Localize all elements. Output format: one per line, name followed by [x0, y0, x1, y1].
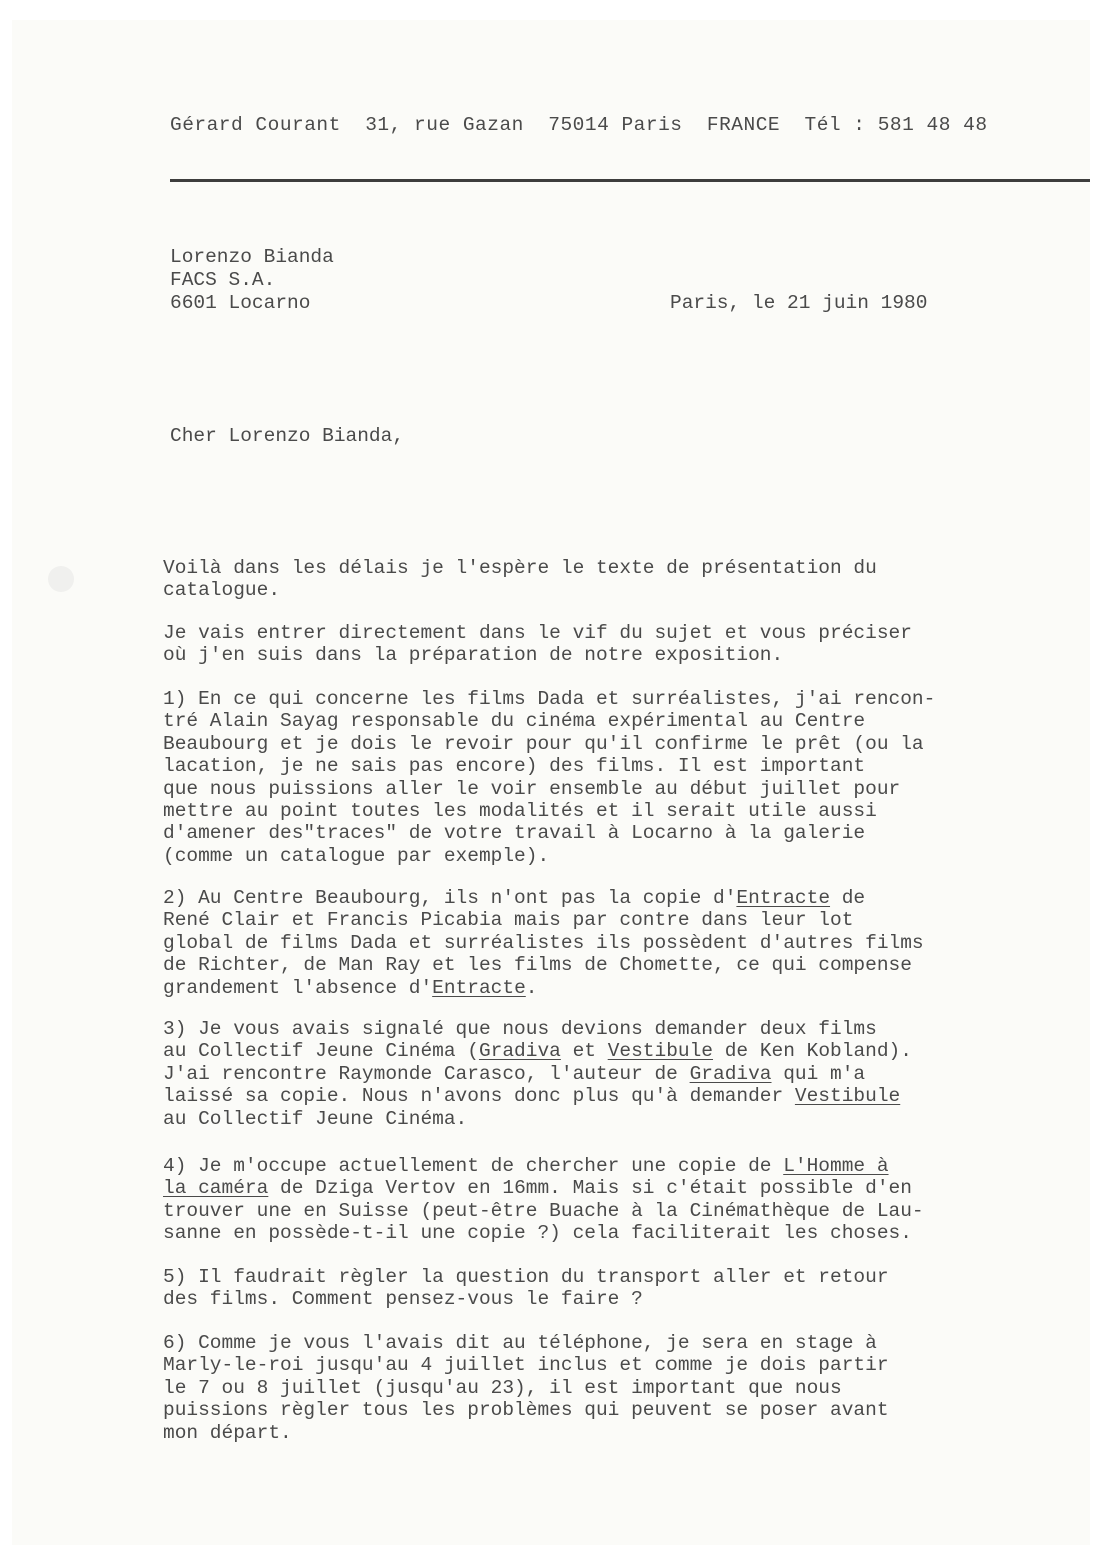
letter-date: Paris, le 21 juin 1980	[670, 292, 928, 314]
item-3-collectif	[163, 1018, 1063, 1130]
text-line: (comme un catalogue par exemple).	[163, 844, 550, 867]
film-title-entracte: Entracte	[736, 887, 831, 909]
text-line: Beaubourg et je dois le revoir pour qu'il confirme le prêt (ou la	[163, 732, 924, 755]
text-line: Je vais entrer directement dans le vif du sujet et vous préciser	[163, 622, 912, 644]
text-line: 3) Je vous avais signalé que nous devions demander deux films	[163, 1018, 877, 1040]
text-segment: de Ken Kobland).	[713, 1040, 912, 1063]
text-line: trouver une en Suisse (peut-être Buache à la Cinémathèque de Lau-	[163, 1199, 924, 1222]
film-title-homme-camera: la caméra	[163, 1177, 269, 1200]
item-6-schedule	[163, 1332, 1063, 1444]
text-segment: au Collectif Jeune Cinéma (	[163, 1040, 479, 1063]
text-segment: 4) Je m'occupe actuellement de chercher une copie de	[163, 1155, 784, 1177]
text-line: 5) Il faudrait règler la question du transport aller et retour	[163, 1266, 889, 1288]
text-line	[163, 1155, 1063, 1177]
film-title-vestibule: Vestibule	[607, 1040, 714, 1063]
text-line: puissions règler tous les problèmes qui peuvent se poser avant	[163, 1399, 889, 1422]
text-segment: qui m'a	[771, 1062, 866, 1085]
film-title-gradiva: Gradiva	[689, 1062, 772, 1085]
text-line: Voilà dans les délais je l'espère le texte de présentation du	[163, 557, 877, 579]
recipient-address	[170, 246, 334, 315]
item-2-beaubourg	[163, 887, 1063, 999]
item-5-transport	[163, 1266, 1063, 1311]
text-line: au Collectif Jeune Cinéma.	[163, 1107, 468, 1130]
text-line: mon départ.	[163, 1421, 292, 1444]
text-line: où j'en suis dans la préparation de notre exposition.	[163, 644, 784, 667]
text-line: lacation, je ne sais pas encore) des films. Il est important	[163, 755, 866, 778]
status-paragraph	[163, 622, 1063, 667]
text-line: d'amener des"traces" de votre travail à Locarno à la galerie	[163, 822, 866, 845]
text-line	[163, 1177, 1063, 1199]
text-line	[163, 1040, 1063, 1062]
salutation: Cher Lorenzo Bianda,	[170, 425, 405, 447]
film-title-entracte: Entracte	[432, 976, 526, 999]
text-line: René Clair et Francis Picabia mais par contre dans leur lot	[163, 909, 854, 932]
text-segment: et	[560, 1040, 608, 1063]
sender-letterhead: Gérard Courant 31, rue Gazan 75014 Paris FRANCE Tél : 581 48 48	[170, 114, 988, 136]
text-segment: J'ai rencontre Raymonde Carasco, l'auteur de	[163, 1062, 690, 1085]
film-title-gradiva: Gradiva	[478, 1040, 561, 1063]
text-line: le 7 ou 8 juillet (jusqu'au 23), il est important que nous	[163, 1376, 842, 1399]
text-line: 1) En ce qui concerne les films Dada et surréalistes, j'ai rencon-	[163, 688, 936, 710]
film-title-homme-camera: L'Homme à	[783, 1155, 889, 1177]
recipient-company: FACS S.A.	[170, 269, 276, 291]
film-title-vestibule: Vestibule	[794, 1085, 901, 1108]
text-segment: de	[830, 887, 866, 909]
text-line: mettre au point toutes les modalités et il serait utile aussi	[163, 800, 877, 823]
text-line	[163, 977, 1063, 999]
text-line: catalogue.	[163, 579, 281, 602]
item-4-vertov	[163, 1155, 1063, 1245]
punch-hole-mark	[48, 566, 74, 592]
recipient-city: 6601 Locarno	[170, 292, 311, 314]
intro-paragraph	[163, 557, 1063, 602]
text-line: Marly-le-roi jusqu'au 4 juillet inclus et comme je dois partir	[163, 1354, 889, 1377]
text-line	[163, 1063, 1063, 1085]
text-line: 6) Comme je vous l'avais dit au téléphone, je sera en stage à	[163, 1332, 877, 1354]
text-line	[163, 1085, 1063, 1107]
text-line: que nous puissions aller le voir ensemble au début juillet pour	[163, 777, 901, 800]
text-line	[163, 887, 1063, 909]
text-line: de Richter, de Man Ray et les films de Chomette, ce qui compense	[163, 954, 912, 977]
item-1-dada-films	[163, 688, 1063, 867]
letterhead-divider	[170, 179, 1090, 182]
text-segment: .	[525, 976, 538, 999]
text-line: global de films Dada et surréalistes ils possèdent d'autres films	[163, 931, 924, 954]
text-line: tré Alain Sayag responsable du cinéma expérimental au Centre	[163, 710, 866, 733]
text-segment: laissé sa copie. Nous n'avons donc plus qu'à demander	[163, 1085, 795, 1108]
text-line: des films. Comment pensez-vous le faire ?	[163, 1288, 643, 1311]
text-line: sanne en possède-t-il une copie ?) cela faciliterait les choses.	[163, 1222, 912, 1245]
text-segment: grandement l'absence d'	[163, 976, 433, 999]
text-segment: 2) Au Centre Beaubourg, ils n'ont pas la copie d'	[163, 887, 737, 909]
recipient-name: Lorenzo Bianda	[170, 246, 334, 268]
text-segment: de Dziga Vertov en 16mm. Mais si c'était possible d'en	[268, 1177, 912, 1200]
